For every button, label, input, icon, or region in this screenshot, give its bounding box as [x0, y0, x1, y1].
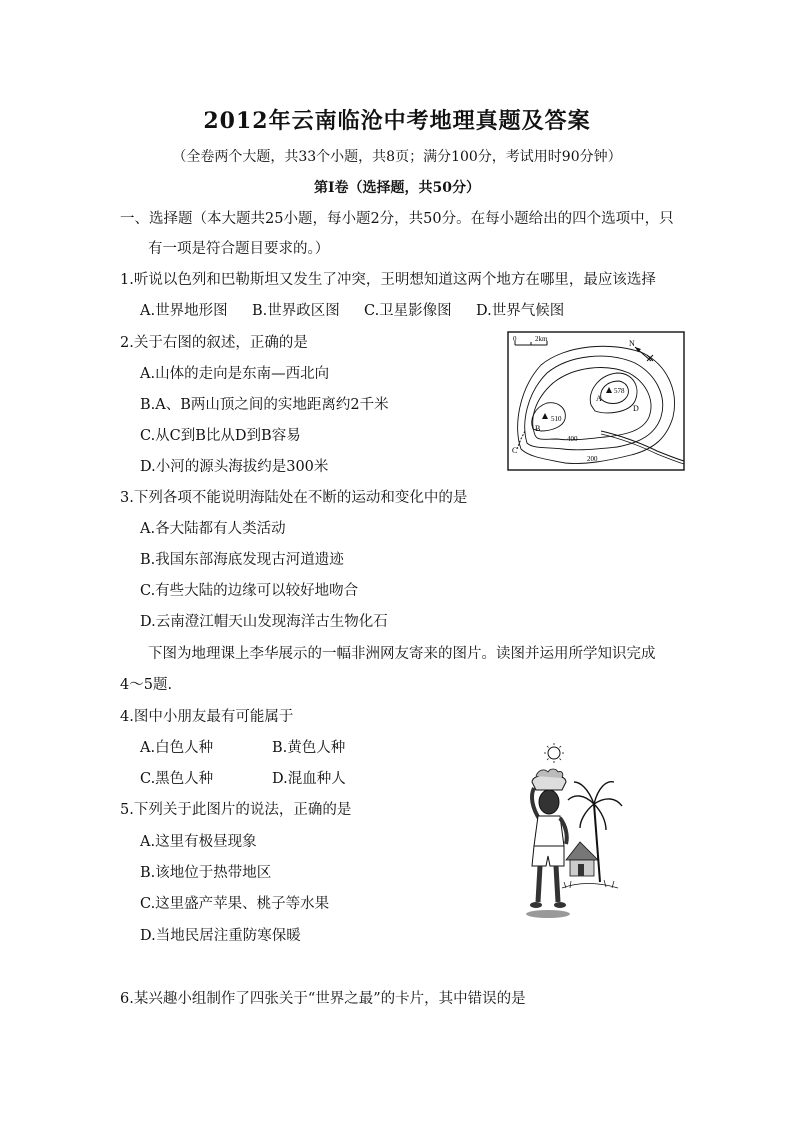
q1-option-b: B.世界政区图 [252, 303, 340, 319]
scale-zero-label: 0 [513, 335, 517, 343]
page-subtitle: （全卷两个大题，共33个小题，共8页；满分100分，考试用时90分钟） [172, 149, 622, 165]
q2-stem: 2.关于右图的叙述，正确的是 [120, 335, 308, 351]
q4-option-d: D.混血种人 [272, 771, 346, 787]
contour-map [507, 331, 685, 471]
passage-line-1: 下图为地理课上李华展示的一幅非洲网友寄来的图片。读图并运用所学知识完成 [148, 646, 656, 662]
intro-line-2: 有一项是符合题目要求的。） [148, 241, 330, 257]
q2-option-b: B.A、B两山顶之间的实地距离约2千米 [140, 397, 389, 413]
q3-option-c: C.有些大陆的边缘可以较好地吻合 [140, 583, 359, 599]
q3-stem: 3.下列各项不能说明海陆处在不断的运动和变化中的是 [120, 490, 468, 506]
q4-option-c: C.黑色人种 [140, 771, 214, 787]
north-label: N [629, 339, 635, 348]
q2-option-c: C.从C到B比从D到B容易 [140, 428, 301, 444]
q5-option-c: C.这里盛产苹果、桃子等水果 [140, 896, 330, 912]
q6-stem: 6.某兴趣小组制作了四张关于“世界之最”的卡片，其中错误的是 [120, 991, 526, 1007]
peak-b-elevation: 510 [551, 415, 562, 423]
q5-option-b: B.该地位于热带地区 [140, 865, 272, 881]
hut-icon [566, 842, 598, 876]
point-c-label: C [512, 446, 518, 455]
q5-option-a: A.这里有极昼现象 [140, 834, 257, 850]
scale-distance-label: 2km [535, 335, 548, 343]
q2-option-a: A.山体的走向是东南—西北向 [140, 366, 330, 382]
africa-illustration [518, 742, 624, 932]
contour-200-label: 200 [587, 455, 598, 463]
q1-stem: 1.听说以色列和巴勒斯坦又发生了冲突，王明想知道这两个地方在哪里，最应该选择 [120, 272, 656, 288]
contour-400-label: 400 [567, 435, 578, 443]
child-figure [526, 769, 570, 918]
q5-option-d: D.当地民居注重防寒保暖 [140, 928, 301, 944]
point-b-label: B [535, 424, 541, 433]
passage-line-2: 4～5题. [120, 677, 173, 693]
q4-option-a: A.白色人种 [140, 740, 214, 756]
q5-stem: 5.下列关于此图片的说法，正确的是 [120, 802, 352, 818]
intro-line-1: 一、选择题（本大题共25小题，每小题2分，共50分。在每小题给出的四个选项中，只 [120, 211, 674, 227]
q1-option-c: C.卫星影像图 [364, 303, 452, 319]
q2-option-d: D.小河的源头海拔约是300米 [140, 459, 329, 475]
q1-option-d: D.世界气候图 [476, 303, 565, 319]
q4-stem: 4.图中小朋友最有可能属于 [120, 709, 294, 725]
q4-option-b: B.黄色人种 [272, 740, 346, 756]
point-d-label: D [633, 404, 639, 413]
q3-option-a: A.各大陆都有人类活动 [140, 521, 286, 537]
section-title: 第Ⅰ卷（选择题，共50分） [313, 180, 481, 196]
point-a-label: A [596, 394, 602, 403]
q1-option-a: A.世界地形图 [140, 303, 228, 319]
page-title: 2012年云南临沧中考地理真题及答案 [203, 108, 591, 134]
sun-icon [544, 743, 564, 763]
q3-option-d: D.云南澄江帽天山发现海洋古生物化石 [140, 614, 388, 630]
peak-a-elevation: 578 [614, 387, 625, 395]
q3-option-b: B.我国东部海底发现古河道遗迹 [140, 552, 344, 568]
